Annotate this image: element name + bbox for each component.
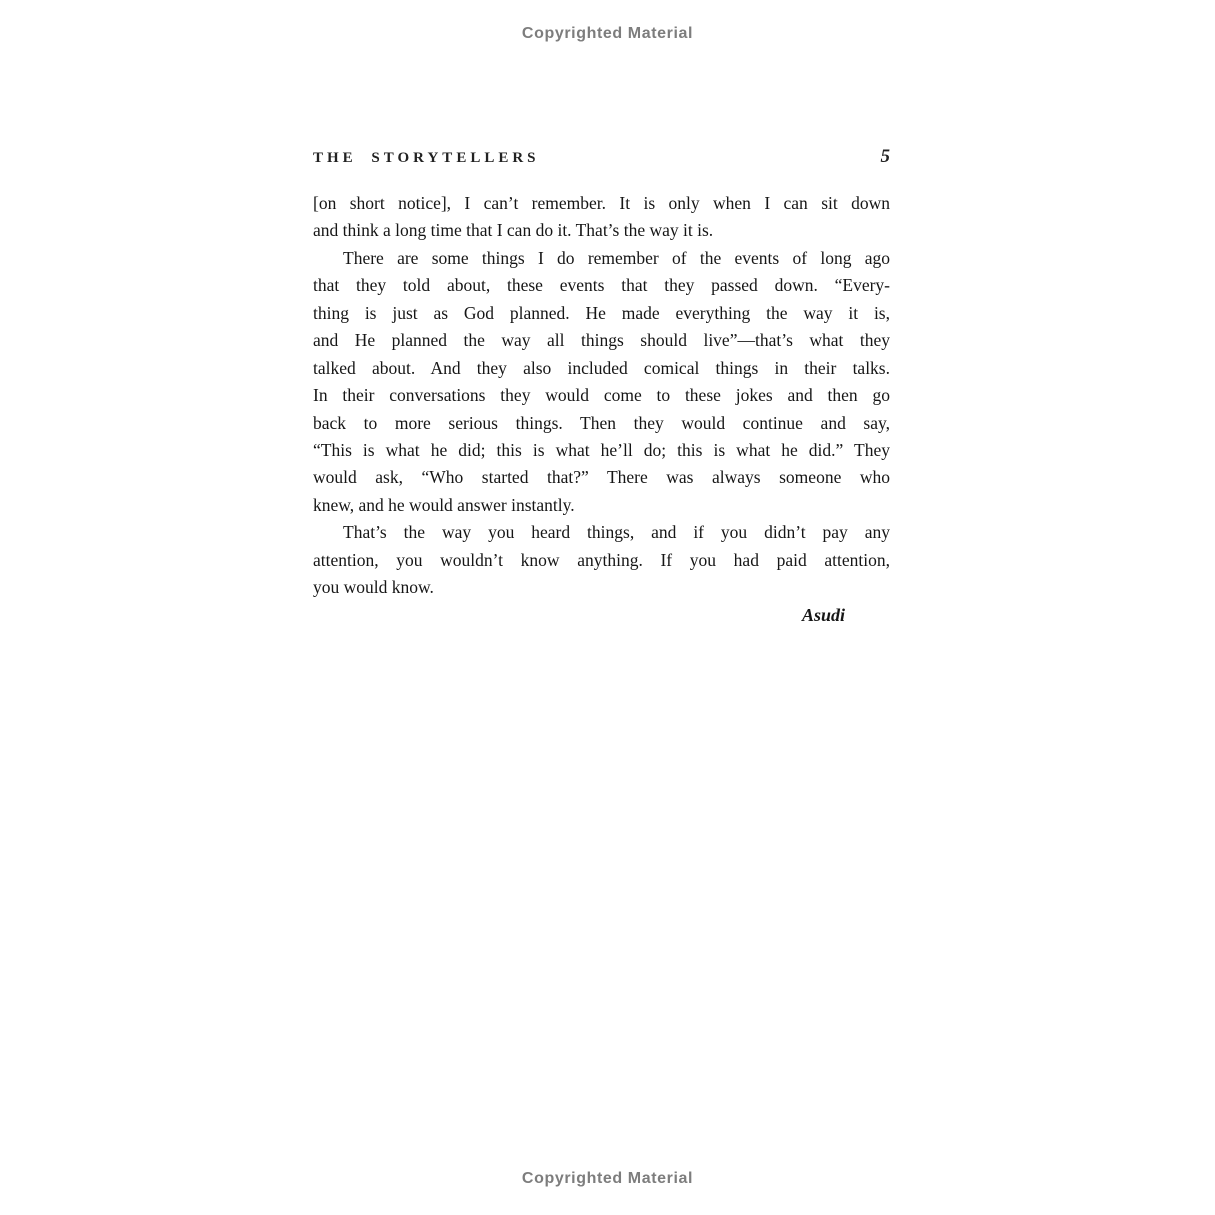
text-line: That’s the way you heard things, and if you didn’t pay any [343, 522, 890, 543]
copyright-notice-top: Copyrighted Material [521, 25, 694, 42]
text-line: In their conversations they would come to these jokes and then go [313, 385, 890, 406]
text-line: There are some things I do remember of the events of long ago [343, 247, 890, 268]
text-line: you would know. [313, 577, 434, 598]
text-line: talked about. And they also included comical things in their talks. [313, 357, 890, 378]
text-line: would ask, “Who started that?” There was always someone who [313, 467, 890, 488]
page-number: 5 [880, 146, 890, 167]
running-header-title: THE STORYTELLERS [313, 150, 540, 166]
text-line: “This is what he did; this is what he’ll do; this is what he did.” They [313, 439, 890, 460]
text-line: that they told about, these events that they passed down. “Every- [313, 275, 890, 296]
text-line: back to more serious things. Then they would continue and say, [313, 412, 890, 433]
body-text [313, 190, 890, 629]
text-line: knew, and he would answer instantly. [313, 494, 575, 515]
text-line: and He planned the way all things should live”—that’s what they [313, 330, 890, 351]
text-line: and think a long time that I can do it. That’s the way it is. [313, 220, 714, 241]
text-line: attention, you wouldn’t know anything. If you had paid attention, [313, 549, 890, 570]
text-line: [on short notice], I can’t remember. It is only when I can sit down [313, 193, 890, 213]
text-block [313, 146, 890, 625]
attribution: Asudi [801, 604, 845, 625]
text-line: thing is just as God planned. He made everything the way it is, [313, 302, 890, 323]
copyright-notice-bottom: Copyrighted Material [521, 1170, 694, 1187]
running-head [313, 146, 890, 170]
